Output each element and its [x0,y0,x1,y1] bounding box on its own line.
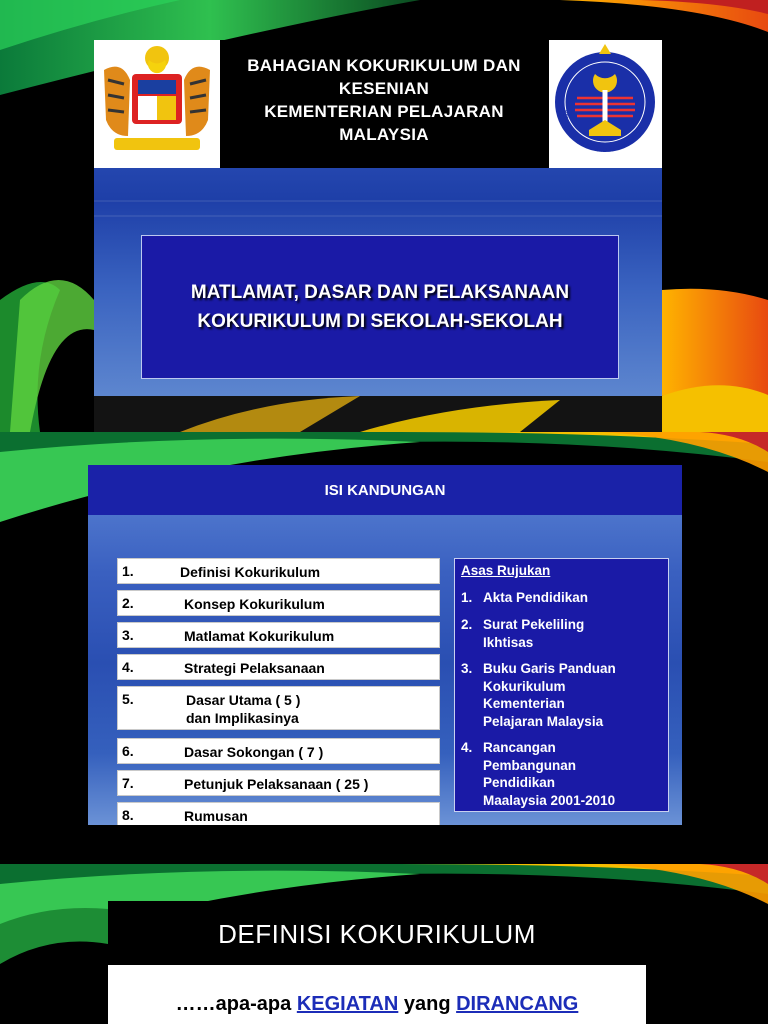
slide-1 [0,0,768,432]
ministry-logo [549,40,662,168]
definition-title: DEFINISI KOKURIKULUM [218,919,536,949]
toc-item: 8. Rumusan [117,802,440,825]
slide-3 [0,864,768,1024]
reference-item: 3. Buku Garis Panduan Kokurikulum Kementerian Pelajaran Malaysia [461,661,616,729]
toc-item: 7. Petunjuk Pelaksanaan ( 25 ) [117,770,440,796]
svg-text:KEMENTERIAN PENDIDIKAN MALAYSI: KEMENTERIAN PENDIDIKAN MALAYSIA [560,109,646,155]
reference-item: 2. Surat Pekeliling Ikhtisas [461,617,585,650]
contents-heading: ISI KANDUNGAN [88,465,682,515]
slide-2 [0,432,768,864]
references-box [454,558,669,812]
toc-item: 6. Dasar Sokongan ( 7 ) [117,738,440,764]
references-heading: Asas Rujukan [461,563,551,578]
definition-text: ……apa-apa KEGIATAN yang DIRANCANG [175,993,579,1015]
toc-item: 2. Konsep Kokurikulum [117,590,440,616]
coat-of-arms-logo [94,40,220,168]
toc-item: 5. Dasar Utama ( 5 ) dan Implikasinya [117,686,440,730]
reference-item: 1. Akta Pendidikan [461,590,589,605]
contents-panel [88,465,682,825]
toc-item: 3. Matlamat Kokurikulum [117,622,440,648]
presentation-title: MATLAMAT, DASAR DAN PELAKSANAAN KOKURIKULUM DI SEKOLAH-SEKOLAH [190,282,570,332]
definition-box [108,965,646,1024]
toc-item: 1. Definisi Kokurikulum [117,558,440,584]
presentation-title-box [141,235,619,379]
organization-name: BAHAGIAN KOKURIKULUM DAN KESENIAN KEMENTERIAN PELAJARAN MALAYSIA [247,56,521,144]
definition-title-bar [108,901,646,965]
reference-item: 4. Rancangan Pembangunan Pendidikan Maalaysia 2001-2010 [461,740,616,808]
title-panel [94,40,662,396]
toc-item: 4. Strategi Pelaksanaan [117,654,440,680]
